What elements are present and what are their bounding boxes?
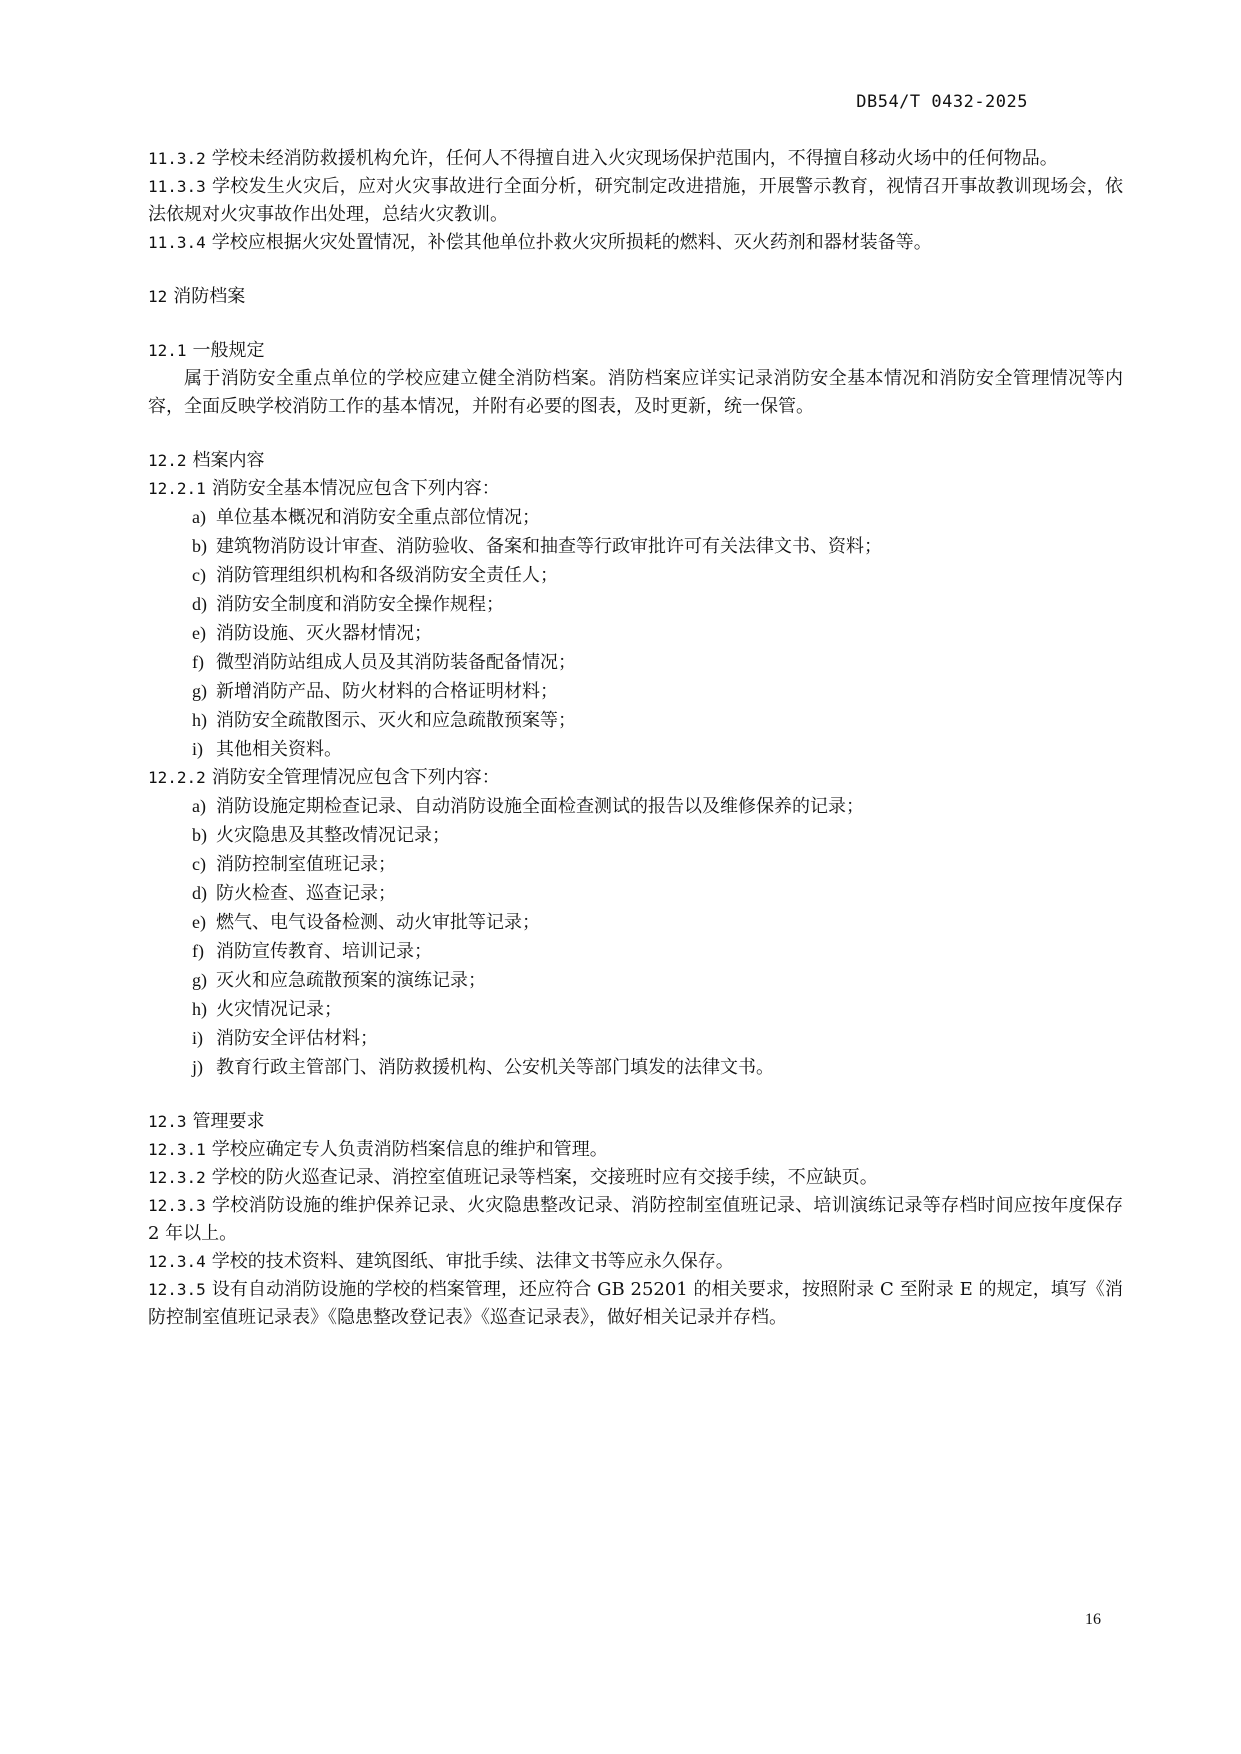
clause-number: 11.3.3 [148,177,206,196]
list-text: 火灾隐患及其整改情况记录； [216,825,450,846]
section-number: 12.3 [148,1112,187,1131]
list-letter: c) [192,565,206,585]
list-text: 消防管理组织机构和各级消防安全责任人； [216,565,558,586]
section-number: 12.1 [148,341,187,360]
list-item [148,619,1123,648]
list-text: 建筑物消防设计审查、消防验收、备案和抽查等行政审批许可有关法律文书、资料； [216,536,882,557]
list-item [148,908,1123,937]
list-letter: c) [192,854,206,874]
clause-number: 12.3.1 [148,1140,206,1159]
clause-number: 12.2.1 [148,479,206,498]
list-letter: b) [192,825,207,845]
clause-text: 学校的防火巡查记录、消控室值班记录等档案，交接班时应有交接手续，不应缺页。 [211,1167,878,1188]
chapter-number: 12 [148,287,168,306]
list-text: 灭火和应急疏散预案的演练记录； [216,970,486,991]
clause-text: 学校的技术资料、建筑图纸、审批手续、法律文书等应永久保存。 [211,1251,734,1272]
clause-number: 12.3.4 [148,1252,206,1271]
list-letter: b) [192,536,207,556]
clause-12-2-2 [148,764,1123,792]
list-text: 消防安全制度和消防安全操作规程； [216,594,504,615]
clause-12-3-2 [148,1164,1123,1192]
list-letter: a) [192,507,206,527]
list-item [148,735,1123,764]
section-12-1-heading [148,337,1123,365]
list-letter: g) [192,970,207,990]
list-item [148,995,1123,1024]
list-letter: h) [192,710,207,730]
section-12-2-heading [148,447,1123,475]
clause-11-3-3 [148,173,1123,229]
list-12-2-2 [148,792,1123,1082]
list-item [148,850,1123,879]
list-letter: e) [192,912,206,932]
list-text: 其他相关资料。 [216,739,342,760]
clause-text: 学校消防设施的维护保养记录、火灾隐患整改记录、消防控制室值班记录、培训演练记录等存档时间应按年度保存 2 年以上。 [148,1195,1123,1244]
list-text: 燃气、电气设备检测、动火审批等记录； [216,912,540,933]
clause-number: 11.3.2 [148,149,206,168]
list-text: 防火检查、巡查记录； [216,883,396,904]
section-12-3-heading [148,1108,1123,1136]
list-item [148,648,1123,677]
list-text: 微型消防站组成人员及其消防装备配备情况； [216,652,576,673]
list-item [148,677,1123,706]
clause-12-2-1 [148,475,1123,503]
list-letter: i) [192,1028,203,1048]
list-text: 消防设施、灭火器材情况； [216,623,432,644]
clause-text: 消防安全管理情况应包含下列内容： [211,767,500,788]
clause-text: 学校应确定专人负责消防档案信息的维护和管理。 [211,1139,608,1160]
clause-12-3-4 [148,1248,1123,1276]
clause-number: 11.3.4 [148,233,206,252]
list-item [148,937,1123,966]
page-number: 16 [1085,1611,1101,1628]
list-item [148,590,1123,619]
clause-number: 12.2.2 [148,768,206,787]
list-letter: a) [192,796,206,816]
list-letter: g) [192,681,207,701]
list-text: 教育行政主管部门、消防救援机构、公安机关等部门填发的法律文书。 [216,1057,774,1078]
list-item [148,879,1123,908]
list-letter: f) [192,652,204,672]
clause-text: 设有自动消防设施的学校的档案管理，还应符合 GB 25201 的相关要求，按照附录 C 至附录 E 的规定，填写《消防控制室值班记录表》《隐患整改登记表》《巡查记录表》，做好相关记录并存档。 [148,1279,1123,1328]
clause-text: 消防安全基本情况应包含下列内容： [211,478,500,499]
document-code: DB54/T 0432-2025 [856,92,1028,112]
clause-number: 12.3.3 [148,1196,206,1215]
list-item [148,503,1123,532]
document-body [148,145,1123,1332]
list-letter: f) [192,941,204,961]
list-item [148,792,1123,821]
list-text: 单位基本概况和消防安全重点部位情况； [216,507,540,528]
clause-12-3-1 [148,1136,1123,1164]
list-item [148,561,1123,590]
clause-11-3-2 [148,145,1123,173]
list-item [148,1024,1123,1053]
list-letter: h) [192,999,207,1019]
list-letter: e) [192,623,206,643]
section-number: 12.2 [148,451,187,470]
list-text: 火灾情况记录； [216,999,342,1020]
section-title: 档案内容 [192,450,265,471]
chapter-12-heading [148,283,1123,311]
section-12-1-text: 属于消防安全重点单位的学校应建立健全消防档案。消防档案应详实记录消防安全基本情况和消防安全管理情况等内容，全面反映学校消防工作的基本情况，并附有必要的图表，及时更新，统一保管。 [148,368,1123,417]
list-12-2-1 [148,503,1123,764]
section-title: 一般规定 [192,340,265,361]
list-text: 消防安全疏散图示、灭火和应急疏散预案等； [216,710,576,731]
clause-12-3-3 [148,1192,1123,1248]
clause-12-3-5 [148,1276,1123,1332]
clause-text: 学校发生火灾后，应对火灾事故进行全面分析，研究制定改进措施，开展警示教育，视情召开事故教训现场会，依法依规对火灾事故作出处理，总结火灾教训。 [148,176,1123,225]
list-text: 消防宣传教育、培训记录； [216,941,432,962]
section-title: 管理要求 [192,1111,265,1132]
list-text: 新增消防产品、防火材料的合格证明材料； [216,681,558,702]
clause-number: 12.3.2 [148,1168,206,1187]
list-letter: i) [192,739,203,759]
list-letter: d) [192,594,207,614]
list-letter: d) [192,883,207,903]
clause-text: 学校未经消防救援机构允许，任何人不得擅自进入火灾现场保护范围内，不得擅自移动火场中的任何物品。 [211,148,1058,169]
list-item [148,532,1123,561]
list-text: 消防控制室值班记录； [216,854,396,875]
list-item [148,821,1123,850]
list-item [148,706,1123,735]
list-text: 消防设施定期检查记录、自动消防设施全面检查测试的报告以及维修保养的记录； [216,796,864,817]
list-letter: j) [192,1057,203,1077]
list-text: 消防安全评估材料； [216,1028,378,1049]
clause-11-3-4 [148,229,1123,257]
clause-text: 学校应根据火灾处置情况，补偿其他单位扑救火灾所损耗的燃料、灭火药剂和器材装备等。 [211,232,932,253]
list-item [148,1053,1123,1082]
clause-number: 12.3.5 [148,1280,206,1299]
list-item [148,966,1123,995]
chapter-title: 消防档案 [173,286,246,307]
